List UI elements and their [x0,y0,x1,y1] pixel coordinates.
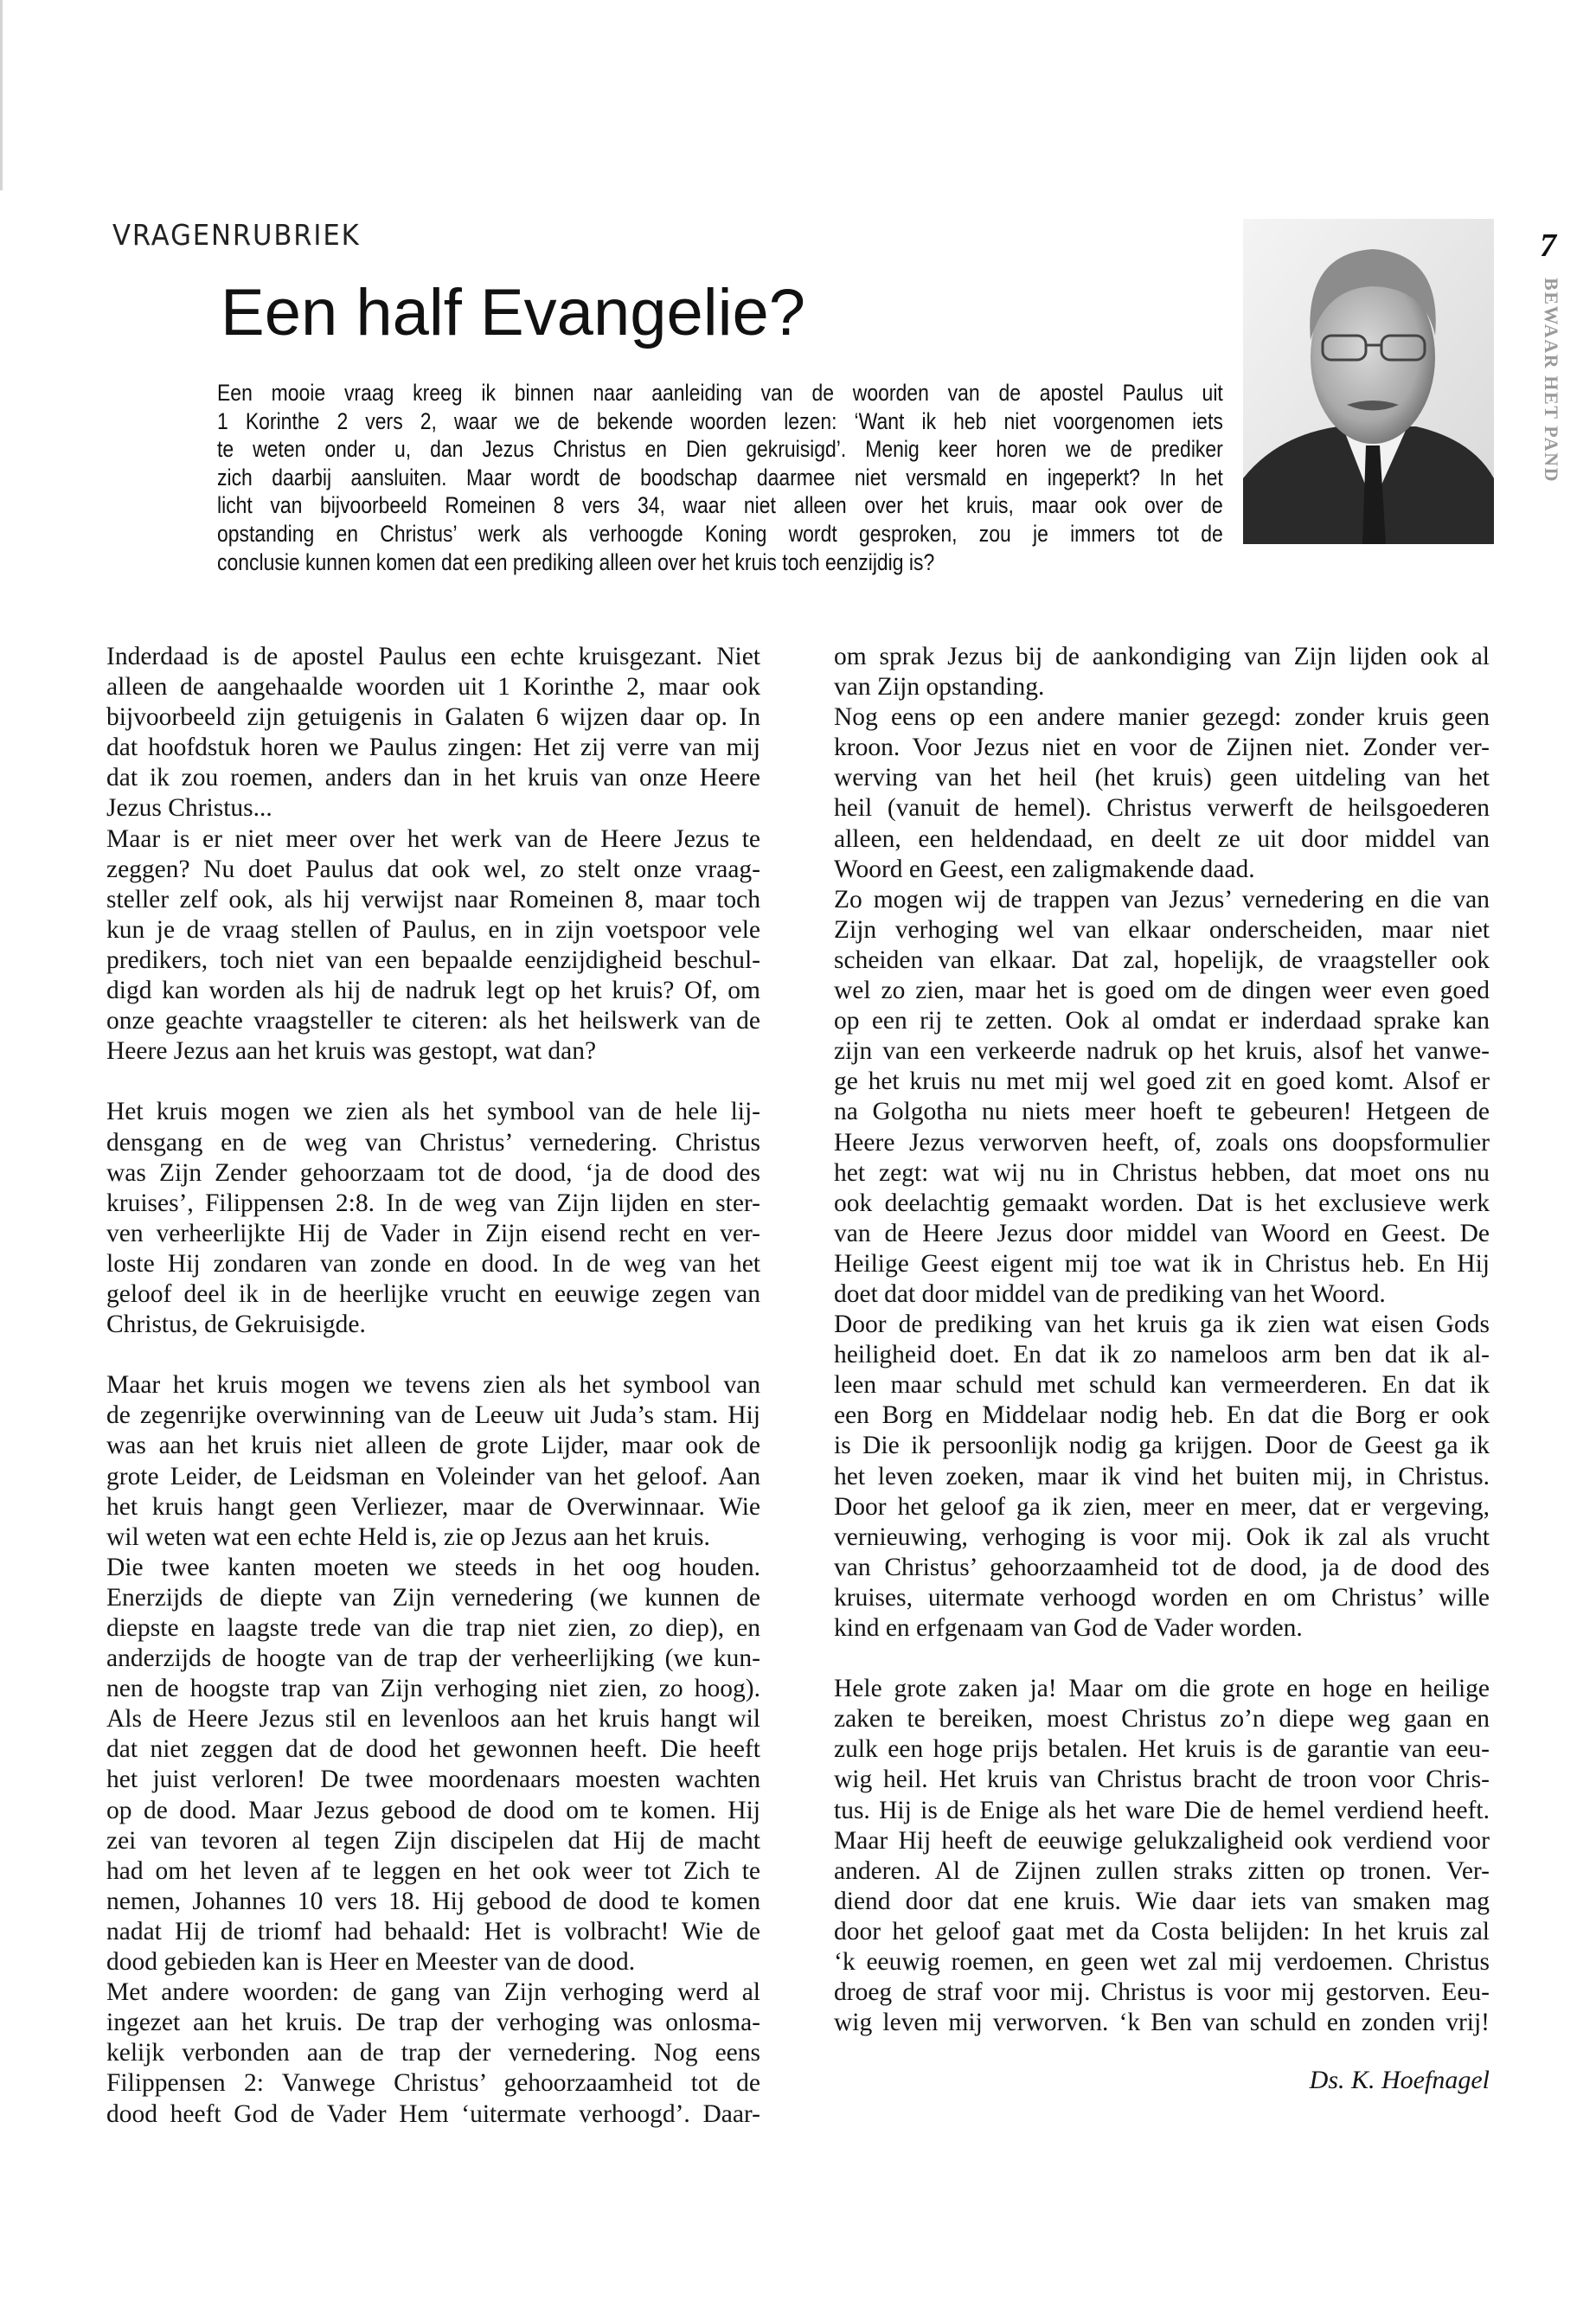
intro-line: conclusie kunnen komen dat een prediking alleen over het kruis toch eenzijdig is? [217,548,935,575]
text-line: om sprak Jezus bij de aankondiging van Zijn lijden ook al [834,643,1490,670]
text-line: droeg de straf voor mij. Christus is voor mij gestorven. Eeu- [834,1978,1490,2007]
text-line: werving van het heil (het kruis) geen uitdeling van het [834,764,1490,792]
text-line: Het kruis mogen we zien als het symbool van de hele lij- [106,1098,760,1126]
text-line: Als de Heere Jezus stil en levenloos aan het kruis hangt wil [106,1705,760,1734]
text-line: grote Leider, de Leidsman en Voleinder van het geloof. Aan [106,1462,760,1490]
text-line: leen maar schuld met schuld kan vermeerderen. En dat ik [834,1371,1490,1400]
text-line: Maar is er niet meer over het werk van de Heere Jezus te [106,824,760,853]
text-line: kruises, uitermate verhoogd worden en om Christus’ wille [834,1583,1490,1612]
paragraph [106,1097,760,1340]
text-line: Zijn verhoging wel van elkaar onderscheiden, maar niet [834,915,1490,944]
paragraph [106,1370,760,1553]
text-line: ook deelachtig gemaakt worden. Dat is het exclusieve werk [834,1189,1490,1217]
article-intro [217,379,1223,576]
portrait-icon [1243,219,1494,544]
text-line: van Christus’ gehoorzaamheid tot de dood, ja de dood des [834,1553,1490,1581]
article-title: Een half Evangelie? [221,276,806,349]
text-line: heil (vanuit de hemel). Christus verwerft de heilsgoederen [834,794,1490,823]
text-line: dat niet zeggen dat de dood het gewonnen heeft. Die heeft [106,1735,760,1764]
intro-line: Een mooie vraag kreeg ik binnen naar aanleiding van de woorden van de apostel Paulus uit [217,380,1223,406]
text-line: Maar het kruis mogen we tevens zien als het symbool van [106,1371,760,1400]
text-line: zulk een hoge prijs betalen. Het kruis is de garantie van eeu- [834,1735,1490,1764]
intro-line: licht van bijvoorbeeld Romeinen 8 vers 34, waar niet alleen over het kruis, maar ook over de [217,492,1223,519]
text-line: Maar Hij heeft de eeuwige gelukzaligheid ook verdiend voor [834,1826,1490,1855]
author-signature: Ds. K. Hoefnagel [1309,2066,1490,2094]
text-line: dat hoofdstuk horen we Paulus zingen: Het zij verre van mij [106,734,760,762]
text-line: nemen, Johannes 10 vers 18. Hij gebood de dood te komen [106,1887,760,1915]
text-line: nen de hoogste trap van Zijn verhoging niet zien, zo hoog). [106,1675,760,1703]
text-line: had om het leven af te leggen en het ook weer tot Zich te [106,1856,760,1885]
text-line: ‘k eeuwig roemen, en geen wet zal mij verdoemen. Christus [834,1948,1490,1977]
text-line: Hele grote zaken ja! Maar om die grote en hoge en heilige [834,1675,1490,1703]
paragraph [834,1310,1490,1644]
text-line: diepste en laagste trede van die trap niet zien, zo diep), en [106,1614,760,1642]
text-line: Heilige Geest eigent mij toe wat ik in Christus heb. En Hij [834,1249,1490,1278]
text-line: geloof deel ik in de heerlijke vrucht en eeuwige zegen van [106,1279,760,1308]
intro-line: zich daarbij aansluiten. Maar wordt de boodschap daarmee niet versmald en ingeperkt? In het [217,464,1223,490]
text-line: vernieuwing, verhoging is voor mij. Ook ik zal als vrucht [834,1522,1490,1551]
text-line: Christus, de Gekruisigde. [106,1311,366,1339]
intro-line: 1 Korinthe 2 vers 2, waar we de bekende woorden lezen: ‘Want ik heb niet voorgenomen iets [217,407,1223,434]
text-line: Zo mogen wij de trappen van Jezus’ vernedering en die van [834,885,1490,913]
text-line: kruises’, Filippensen 2:8. In de weg van Zijn lijden en ster- [106,1189,760,1217]
text-line: Filippensen 2: Vanwege Christus’ gehoorzaamheid tot de [106,2069,760,2098]
text-line: was aan het kruis niet alleen de grote Lijder, maar ook de [106,1432,760,1460]
side-label-text: BEWAAR HET PAND [1541,278,1562,484]
text-line: predikers, toch niet van een bepaalde eenzijdigheid beschul- [106,945,760,974]
text-line: kind en erfgenaam van God de Vader worden. [834,1614,1303,1642]
text-line: zeggen? Nu doet Paulus dat ook wel, zo stelt onze vraag- [106,855,760,883]
text-line: kun je de vraag stellen of Paulus, en in zijn voetspoor vele [106,915,760,944]
paragraph [834,1674,1490,2038]
text-line: bijvoorbeeld zijn getuigenis in Galaten 6 wijzen daar op. In [106,703,760,732]
paragraph [106,824,760,1067]
text-line: digd kan worden als hij de nadruk legt op het kruis? Of, om [106,977,760,1005]
text-line: anderzijds de hoogte van de trap der verheerlijking (we kun- [106,1644,760,1673]
text-line: het kruis hangt geen Verliezer, maar de Overwinnaar. Wie [106,1492,760,1521]
text-line: ingezet aan het kruis. De trap der verhoging was onlosma- [106,2009,760,2037]
text-line: wel zo zien, maar het is goed om de dingen weer even goed [834,977,1490,1005]
text-line: onze geachte vraagsteller te citeren: als het heilswerk van de [106,1007,760,1035]
text-line: Door de prediking van het kruis ga ik zien wat eisen Gods [834,1311,1490,1339]
text-line: het leven zoeken, maar ik vind het buiten mij, in Christus. [834,1462,1490,1490]
text-line: Door het geloof ga ik zien, meer en meer, dat er vergeving, [834,1492,1490,1521]
text-line: is Die ik persoonlijk nodig ga krijgen. Door de Geest ga ik [834,1432,1490,1460]
text-line: het zegt: wat wij nu in Christus hebben, dat moet ons nu [834,1158,1490,1187]
text-line: kelijk verbonden aan de trap der vernedering. Nog eens [106,2039,760,2067]
paragraph [106,642,760,824]
text-line: de zegenrijke overwinning van de Leeuw uit Juda’s stam. Hij [106,1401,760,1430]
text-line: anderen. Al de Zijnen zullen straks zitten op tronen. Ver- [834,1856,1490,1885]
text-line: Enerzijds de diepte van Zijn vernedering (we kunnen de [106,1583,760,1612]
text-line: heiligheid doet. En dat ik zo nameloos arm ben dat ik al- [834,1341,1490,1369]
text-line: steller zelf ook, als hij verwijst naar Romeinen 8, maar toch [106,885,760,913]
text-line: zei van tevoren al tegen Zijn discipelen dat Hij de macht [106,1826,760,1855]
paragraph [834,885,1490,1310]
author-portrait-photo [1243,219,1494,544]
text-line: tus. Hij is de Enige als het ware Die de hemel verdiend heeft. [834,1796,1490,1824]
text-line: het juist verloren! De twee moordenaars moesten wachten [106,1766,760,1794]
text-line: diend door dat ene kruis. Wie daar iets van smaken mag [834,1887,1490,1915]
text-line: Jezus Christus... [106,794,272,823]
text-line: doet dat door middel van de prediking van het Woord. [834,1279,1386,1308]
text-line: ven verheerlijkte Hij de Vader in Zijn eisend recht en ver- [106,1219,760,1247]
paragraph [834,642,1490,702]
text-line: kroon. Voor Jezus niet en voor de Zijnen niet. Zonder ver- [834,734,1490,762]
text-line: door het geloof gaat met da Costa belijden: In het kruis zal [834,1917,1490,1945]
text-line: zijn van een verkeerde nadruk op het kruis, alsof het vanwe- [834,1037,1490,1066]
text-line: Heere Jezus verworven heeft, of, zoals ons doopsformulier [834,1128,1490,1157]
text-line: ge het kruis nu met mij wel goed zit en goed komt. Alsof er [834,1067,1490,1096]
text-line: na Golgotha nu niets meer hoeft te gebeuren! Hetgeen de [834,1098,1490,1126]
text-line: zaken te bereiken, moest Christus zo’n diepe weg gaan en [834,1705,1490,1734]
paragraph [834,702,1490,885]
intro-line: te weten onder u, dan Jezus Christus en Dien gekruisigd’. Menig keer horen we de prediker [217,436,1223,463]
text-line: Die twee kanten moeten we steeds in het oog houden. [106,1553,760,1581]
text-line: van de Heere Jezus door middel van Woord en Geest. De [834,1219,1490,1247]
side-label [1542,278,1562,485]
text-line: loste Hij zondaren van zonde en dood. In de weg van het [106,1249,760,1278]
text-line: was Zijn Zender gehoorzaam tot de dood, ‘ja de dood des [106,1158,760,1187]
text-line: op een rij te zetten. Ook al omdat er inderdaad sprake kan [834,1007,1490,1035]
text-line: wig leven mij verworven. ‘k Ben van schuld en zonden vrij! [834,2009,1490,2037]
page-edge-line [0,0,3,190]
text-line: densgang en de weg van Christus’ vernedering. Christus [106,1128,760,1157]
text-line: dood heeft God de Vader Hem ‘uitermate verhoogd’. Daar- [106,2099,760,2128]
text-line: scheiden van elkaar. Dat zal, hopelijk, de vraagsteller ook [834,945,1490,974]
text-line: van Zijn opstanding. [834,673,1045,702]
text-line: Woord en Geest, een zaligmakende daad. [834,855,1255,883]
text-line: Inderdaad is de apostel Paulus een echte kruisgezant. Niet [106,643,760,670]
text-line: Nog eens op een andere manier gezegd: zonder kruis geen [834,703,1490,732]
text-line: dood gebieden kan is Heer en Meester van de dood. [106,1948,636,1977]
text-line: een Borg en Middelaar nodig heb. En dat die Borg er ook [834,1401,1490,1430]
article-column-right [834,642,1490,2038]
text-line: alleen de aangehaalde woorden uit 1 Korinthe 2, maar ook [106,673,760,702]
section-rubric: VRAGENRUBRIEK [112,218,361,252]
text-line: nadat Hij de triomf had behaald: Het is volbracht! Wie de [106,1917,760,1945]
text-line: wig heil. Het kruis van Christus bracht de troon voor Chris- [834,1766,1490,1794]
article-column-left [106,642,760,2130]
text-line: Met andere woorden: de gang van Zijn verhoging werd al [106,1978,760,2007]
text-line: dat ik zou roemen, anders dan in het kruis van onze Heere [106,764,760,792]
page-number: 7 [1540,228,1556,264]
intro-line: opstanding en Christus’ werk als verhoogde Koning wordt gesproken, zou je immers tot de [217,520,1223,547]
text-line: alleen, een heldendaad, en deelt ze uit door middel van [834,824,1490,853]
text-line: wil weten wat een echte Held is, zie op Jezus aan het kruis. [106,1522,710,1551]
text-line: op de dood. Maar Jezus gebood de dood om te komen. Hij [106,1796,760,1824]
paragraph [106,1553,760,1977]
paragraph [106,1977,760,2129]
text-line: Heere Jezus aan het kruis was gestopt, wat dan? [106,1037,597,1066]
